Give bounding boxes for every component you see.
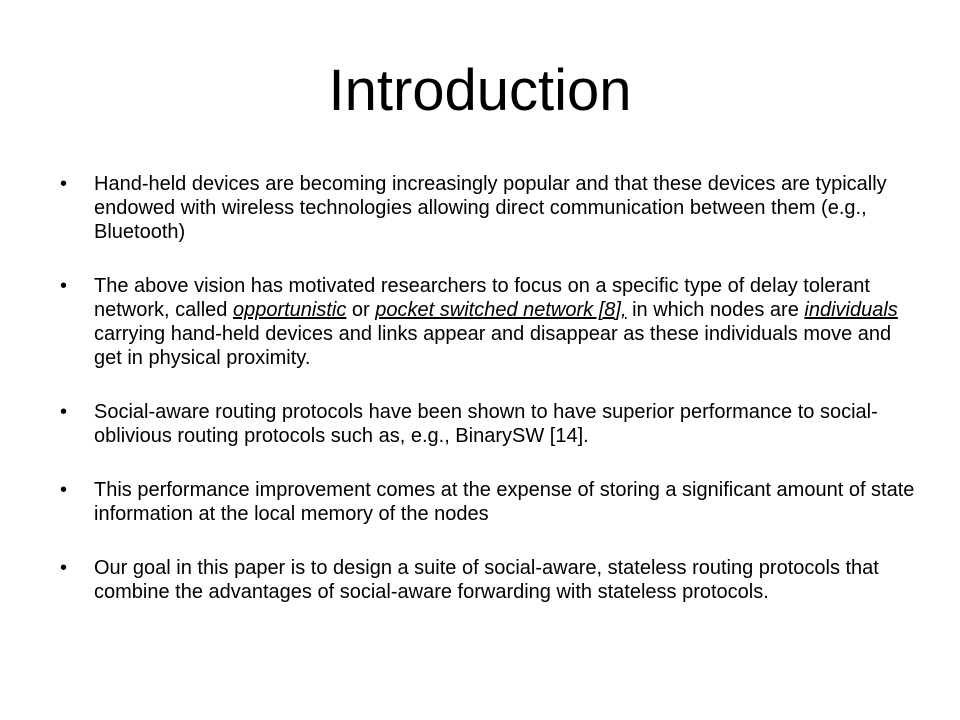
bullet-item-2 [60,274,920,370]
bullet-item-4 [60,478,920,526]
slide-title: Introduction [328,58,632,123]
bullet-dot-icon: • [60,479,68,501]
bullet-dot-icon: • [60,401,68,423]
bullet-text: Social-aware routing protocols have been shown to have superior performance to social-oblivious routing protocols such as, e.g., BinarySW [14]. [94,401,878,447]
emphasis-individuals: individuals [804,299,898,321]
emphasis-opportunistic: opportunistic [232,299,347,321]
bullet-item-5 [60,556,920,604]
bullet-text: This performance improvement comes at the expense of storing a significant amount of state information at the local memory of the nodes [94,479,915,525]
bullet-list [60,172,920,634]
bullet-text: Our goal in this paper is to design a suite of social-aware, stateless routing protocols that combine the advantages of social-aware forwarding with stateless protocols. [94,557,879,603]
bullet-text-part: or [346,299,376,321]
bullet-item-3 [60,400,920,448]
bullet-text-part: The above vision has motivated researchers to focus on a specific type of delay tolerant network, called [94,275,870,321]
bullet-item-1 [60,172,920,244]
bullet-dot-icon: • [60,557,68,579]
bullet-text [94,275,898,369]
bullet-dot-icon: • [60,173,68,195]
bullet-text-part: carrying hand-held devices and links appear and disappear as these individuals move and get in physical proximity. [94,323,892,369]
emphasis-pocket-switched-network: pocket switched network [8], [375,299,627,321]
bullet-text: Hand-held devices are becoming increasingly popular and that these devices are typically endowed with wireless technologies allowing direct communication between them (e.g., Bluetooth) [94,173,887,243]
bullet-dot-icon: • [60,275,68,297]
bullet-text-part: in which nodes are [626,299,805,321]
